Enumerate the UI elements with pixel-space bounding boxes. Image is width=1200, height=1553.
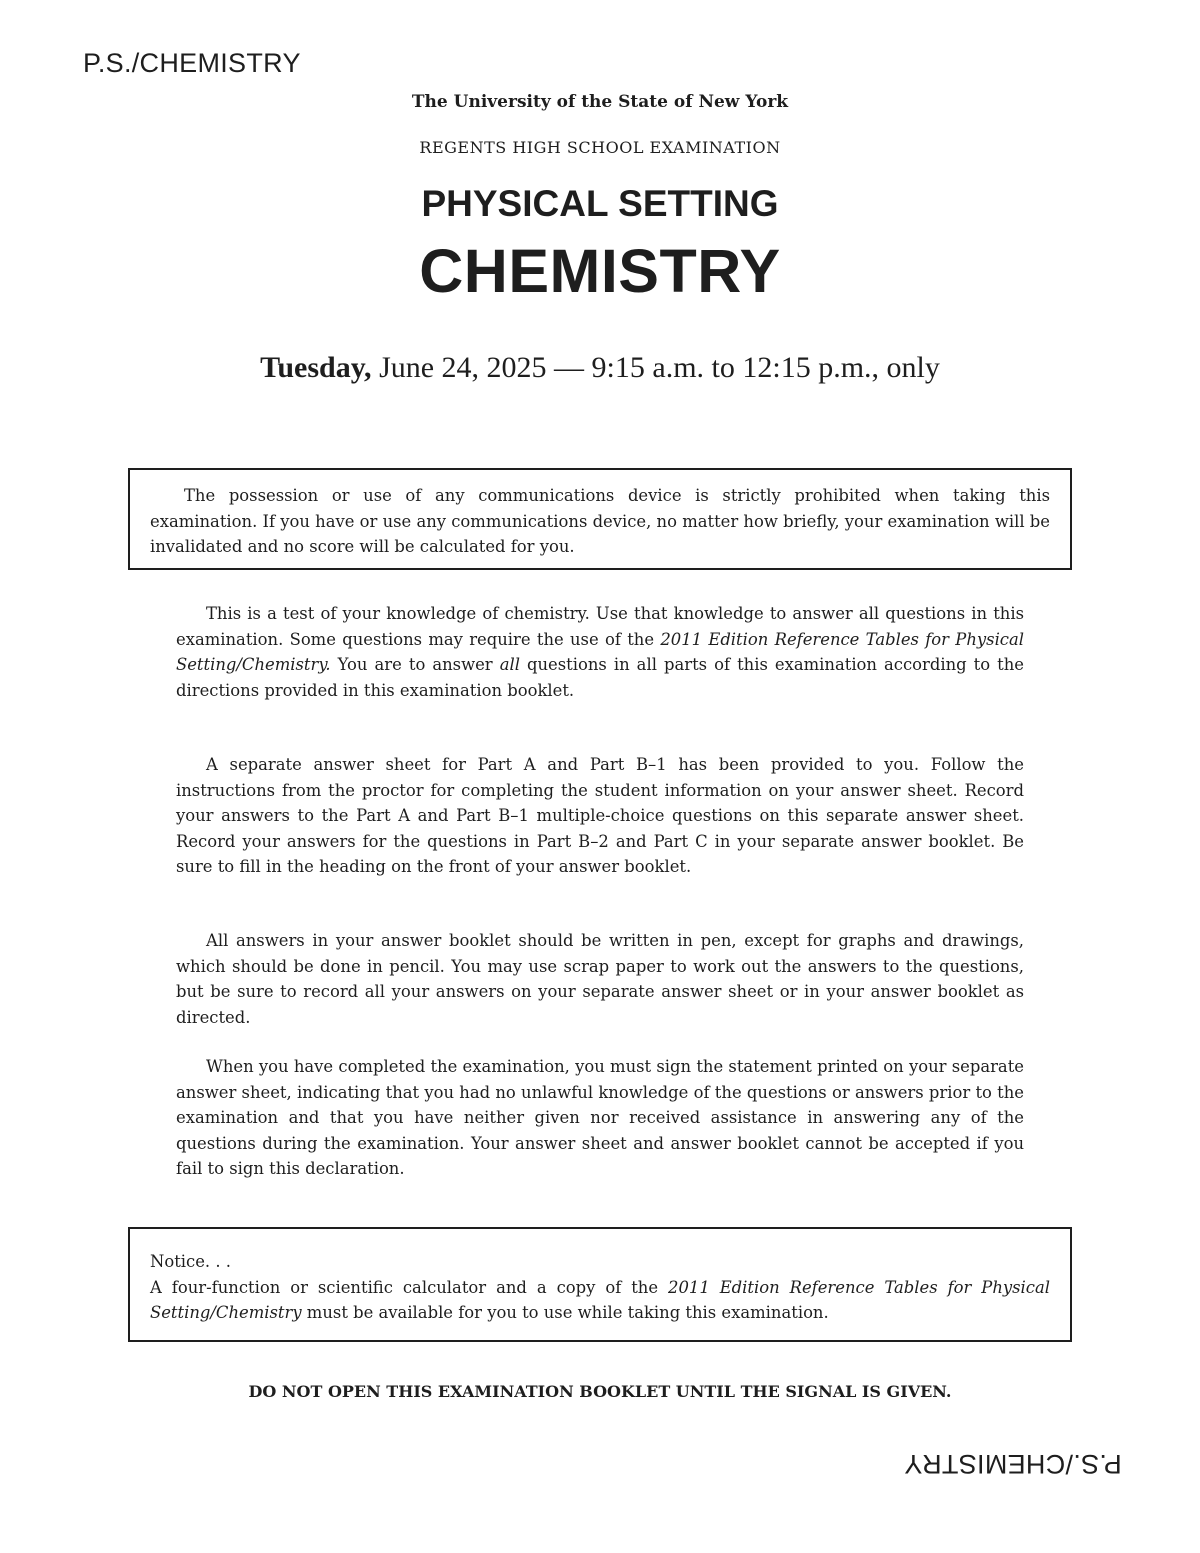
exam-schedule: [0, 351, 1200, 385]
instructions-p1-part-c: questions in all parts of this examination according to the directions provided in this examination booklet.: [176, 655, 1024, 700]
exam-day: Tuesday,: [260, 351, 372, 384]
device-warning-text: The possession or use of any communications device is strictly prohibited when taking this examination. If you have or use any communications device, no matter how briefly, your examination will be invalidated and no score will be calculated for you.: [150, 486, 1050, 556]
exam-subtitle: PHYSICAL SETTING: [421, 183, 779, 224]
exam-subject-title: CHEMISTRY: [419, 237, 781, 305]
emphasis-all: all: [499, 655, 520, 674]
notice-text-part-a: A four-function or scientific calculator and a copy of the: [150, 1277, 669, 1297]
university-name: The University of the State of New York: [411, 92, 789, 112]
instructions-paragraph-3: All answers in your answer booklet should be written in pen, except for graphs and drawings, which should be done in pencil. You may use scrap paper to work out the answers to the questions, but be sure to record all your answers on your separate answer sheet or in your answer booklet as directed.: [176, 931, 1024, 1027]
reference-tables-title: 2011 Edition Reference Tables for Physical Setting/Chemistry.: [176, 629, 1025, 674]
notice-box: [128, 1227, 1072, 1342]
exam-type: REGENTS HIGH SCHOOL EXAMINATION: [419, 138, 781, 157]
do-not-open-warning: DO NOT OPEN THIS EXAMINATION BOOKLET UNTIL THE SIGNAL IS GIVEN.: [248, 1382, 952, 1401]
notice-reference-tables: 2011 Edition Reference Tables for Physical Setting/Chemistry: [150, 1277, 1050, 1322]
instructions-paragraph-2: A separate answer sheet for Part A and Part B–1 has been provided to you. Follow the instructions from the proctor for completing the student information on your answer sheet. Record your answers to the Part A and Part B–1 multiple-choice questions on this separate answer sheet. Record your answers for the questions in Part B–2 and Part C in your separate answer booklet. Be sure to fill in the heading on the front of your answer booklet.: [176, 755, 1024, 876]
exam-code-top: P.S./CHEMISTRY: [83, 48, 301, 78]
instructions-p1-part-a: This is a test of your knowledge of chemistry. Use that knowledge to answer all questions in this examination. Some questions may require the use of the: [176, 604, 1024, 649]
instructions-paragraph-1: [176, 601, 1024, 703]
notice-title: Notice. . .: [150, 1252, 231, 1271]
notice-text: [150, 1275, 1050, 1326]
instructions-paragraph-4: When you have completed the examination, you must sign the statement printed on your separate answer sheet, indicating that you had no unlawful knowledge of the questions or answers prior to the examination and that you have neither given nor received assistance in answering any of the questions during the examination. Your answer sheet and answer booklet cannot be accepted if you fail to sign this declaration.: [176, 1057, 1024, 1178]
instructions-p1-part-b: You are to answer: [330, 655, 500, 674]
notice-text-part-b: must be available for you to use while taking this examination.: [301, 1303, 829, 1322]
exam-date-time: June 24, 2025 — 9:15 a.m. to 12:15 p.m., only: [371, 351, 940, 384]
exam-code-bottom-rotated: P.S./CHEMISTRY: [904, 1449, 1122, 1479]
device-warning-box: [128, 468, 1072, 570]
